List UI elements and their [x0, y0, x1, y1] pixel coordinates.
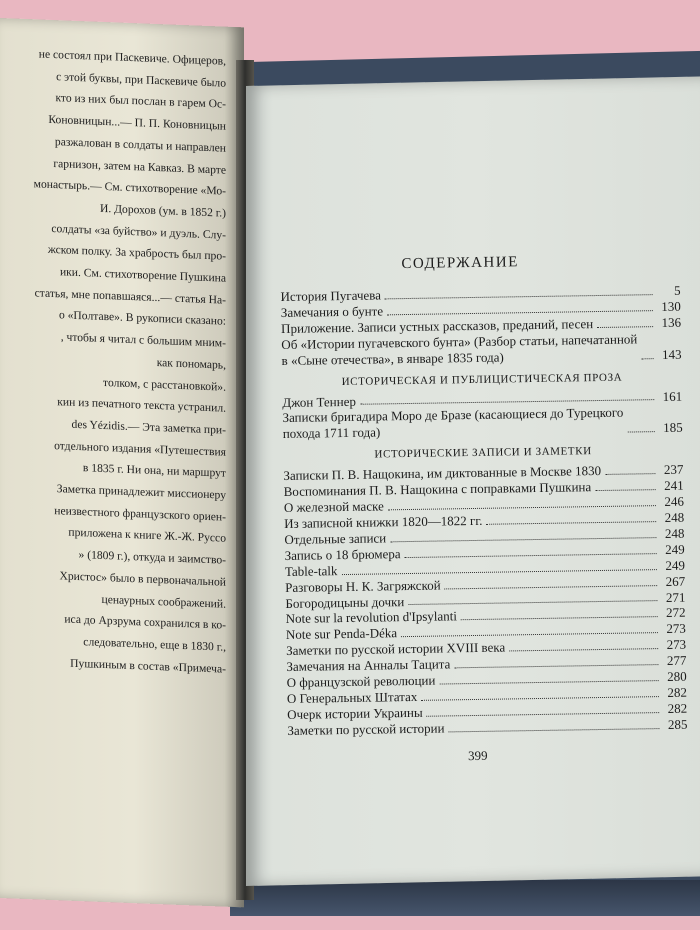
- toc-group: [280, 283, 681, 369]
- left-page-line: , чтобы я читал с большим мним-: [60, 330, 226, 350]
- toc-entry-title: Записки П. В. Нащокина, им диктованные в Москве 1830: [283, 463, 602, 484]
- left-page-line: гарнизон, затем на Кавказ. В марте: [53, 156, 226, 177]
- toc-title: СОДЕРЖАНИЕ: [401, 254, 519, 273]
- toc-entry-title: Очерк истории Украины: [287, 704, 423, 722]
- left-page-line: Заметка принадлежит миссионеру: [56, 482, 226, 502]
- toc-leader-dots: [597, 326, 653, 328]
- toc-leader-dots: [390, 537, 656, 542]
- toc-entry-page: 246: [664, 493, 684, 510]
- toc-group: [283, 444, 687, 739]
- toc-entry-page: 272: [666, 605, 686, 621]
- toc-entry: [281, 330, 681, 368]
- left-page-line: кин из печатного текста устранил.: [57, 395, 226, 415]
- toc-entry-title: Замечания на Анналы Тацита: [286, 656, 451, 675]
- toc-leader-dots: [628, 431, 655, 432]
- left-page-line: статья, мне попавшаяся...— статья На-: [34, 286, 226, 307]
- toc-entry-page: 249: [665, 557, 685, 573]
- toc-leader-dots: [605, 473, 655, 475]
- toc-leader-dots: [439, 680, 658, 684]
- left-page-line: жском полку. За храбрость был про-: [47, 243, 226, 264]
- left-page-line: Коновницын...— П. П. Коновницын: [48, 112, 226, 133]
- toc-entry: [282, 404, 682, 442]
- toc-entry-title: Разговоры Н. К. Загряжской: [285, 577, 441, 595]
- left-page-line: толком, с расстановкой».: [103, 375, 226, 394]
- toc-entry-page: 237: [663, 461, 684, 478]
- toc-entry-title: Замечания о бунте: [280, 303, 384, 320]
- toc-leader-dots: [401, 632, 658, 637]
- toc-section-heading: ИСТОРИЧЕСКИЕ ЗАПИСИ И ЗАМЕТКИ: [374, 445, 592, 461]
- toc-entry-title: Записки бригадира Моро де Бразе (касающиеся до Турецкого похода 1711 года): [282, 405, 624, 442]
- left-page-line: И. Дорохов (ум. в 1852 г.): [99, 201, 226, 220]
- toc-entry-title: О французской революции: [286, 672, 436, 690]
- toc-leader-dots: [461, 616, 658, 620]
- toc-entry-page: 136: [661, 314, 682, 330]
- left-page-text: [0, 42, 232, 680]
- toc-entry-title: О железной маске: [283, 498, 384, 516]
- left-page-line: Христос» было в первоначальной: [59, 569, 226, 589]
- toc-leader-dots: [454, 664, 658, 668]
- left-page-line: монастырь.— См. стихотворение «Мо-: [33, 177, 226, 198]
- toc-entry-page: 5: [673, 282, 681, 298]
- left-page-line: неизвестного французского ориен-: [54, 503, 226, 524]
- toc-entry-page: 130: [661, 298, 681, 314]
- left-page-line: ики. См. стихотворение Пушкина: [59, 265, 226, 285]
- left-page-line: с этой буквы, при Паскевиче было: [56, 69, 226, 90]
- toc-leader-dots: [445, 585, 658, 589]
- toc-entry-title: Note sur Penda-Déka: [285, 625, 398, 643]
- toc-entry-page: 161: [662, 388, 683, 404]
- toc-leader-dots: [421, 696, 659, 701]
- toc-groups: [280, 283, 687, 739]
- left-page-line: приложена к книге Ж.-Ж. Руссо: [68, 526, 226, 546]
- toc-section-heading: ИСТОРИЧЕСКАЯ И ПУБЛИЦИСТИЧЕСКАЯ ПРОЗА: [341, 371, 623, 388]
- toc-entry-title: Заметки по русской истории: [287, 720, 445, 738]
- toc-leader-dots: [408, 601, 657, 606]
- toc-leader-dots: [486, 521, 656, 525]
- left-page-line: как пономарь,: [156, 355, 226, 372]
- left-page-line: следовательно, еще в 1830 г.,: [83, 635, 226, 654]
- toc-leader-dots: [385, 294, 653, 299]
- left-page-line: кто из них был послан в гарем Ос-: [55, 91, 226, 112]
- toc-entry-title: Отдельные записи: [284, 530, 387, 547]
- page-number: 399: [467, 747, 488, 763]
- toc-leader-dots: [405, 553, 657, 558]
- toc-entry-page: 249: [665, 541, 685, 557]
- toc-leader-dots: [642, 358, 654, 359]
- toc-entry-page: 282: [667, 700, 688, 716]
- toc-entry-page: 282: [667, 684, 687, 700]
- toc-entry-page: 280: [667, 668, 687, 685]
- toc-entry-title: История Пугачева: [280, 287, 382, 304]
- toc-group: [282, 370, 683, 442]
- left-page-line: » (1809 г.), откуда и заимство-: [78, 548, 226, 567]
- toc-entry-title: Note sur la revolution d'Ipsylanti: [285, 608, 458, 627]
- toc-entry-title: Об «Истории пугачевского бунта» (Разбор статьи, напечатанной в «Сыне отечества», в январе 1835 года): [281, 331, 638, 368]
- toc-leader-dots: [427, 712, 660, 717]
- left-page-line: des Yézidis.— Эта заметка при-: [71, 417, 226, 437]
- toc-leader-dots: [509, 648, 658, 651]
- toc-entry-page: 248: [664, 509, 685, 525]
- left-page-line: разжалован в солдаты и направлен: [54, 134, 226, 155]
- toc-entry-title: Заметки по русской истории XVIII века: [286, 639, 506, 659]
- left-page-line: Пушкиным в состав «Примеча-: [70, 656, 226, 676]
- left-page-line: о «Полтаве». В рукописи сказано:: [58, 308, 226, 329]
- toc-leader-dots: [388, 505, 656, 510]
- toc-entry-title: Богородицыны дочки: [285, 593, 405, 611]
- toc-entry-title: Джон Теннер: [282, 393, 357, 410]
- toc-leader-dots: [595, 489, 655, 491]
- toc-entry-title: Из записной книжки 1820—1822 гг.: [284, 512, 483, 531]
- toc-entry-title: О Генеральных Штатах: [286, 688, 418, 706]
- left-page-line: отдельного издания «Путешествия: [54, 438, 226, 459]
- toc-entry-page: 273: [666, 636, 687, 653]
- toc-leader-dots: [387, 310, 653, 315]
- toc-leader-dots: [449, 728, 660, 732]
- toc-entry-page: 241: [664, 477, 684, 494]
- table-of-contents: [280, 252, 688, 767]
- toc-entry-page: 248: [664, 525, 685, 541]
- toc-entry-title: Запись о 18 брюмера: [284, 545, 401, 563]
- toc-entry-page: 273: [666, 620, 686, 637]
- toc-entry-page: 267: [665, 573, 686, 589]
- left-page-line: не состоял при Паскевиче. Офицеров,: [38, 47, 226, 68]
- toc-entry-title: Table-talk: [284, 562, 338, 579]
- left-page-line: ценаурных соображений.: [101, 592, 226, 611]
- toc-entry-page: 271: [665, 589, 686, 605]
- book-cover-edge: [230, 880, 700, 916]
- left-page-line: в 1835 г. Ни она, ни маршрут: [82, 461, 226, 481]
- toc-entry-page: 285: [667, 716, 688, 732]
- left-page-line: иса до Арзрума сохранился в ко-: [64, 612, 226, 632]
- toc-entry-page: 185: [663, 420, 683, 436]
- toc-entry-page: 143: [661, 346, 682, 362]
- left-page-line: солдаты «за буйство» и дуэль. Слу-: [51, 221, 226, 242]
- toc-entry-title: Воспоминания П. В. Нащокина с поправками Пушкина: [283, 479, 592, 500]
- toc-entry-page: 277: [666, 652, 687, 669]
- toc-entry-title: Приложение. Записи устных рассказов, преданий, песен: [280, 315, 594, 336]
